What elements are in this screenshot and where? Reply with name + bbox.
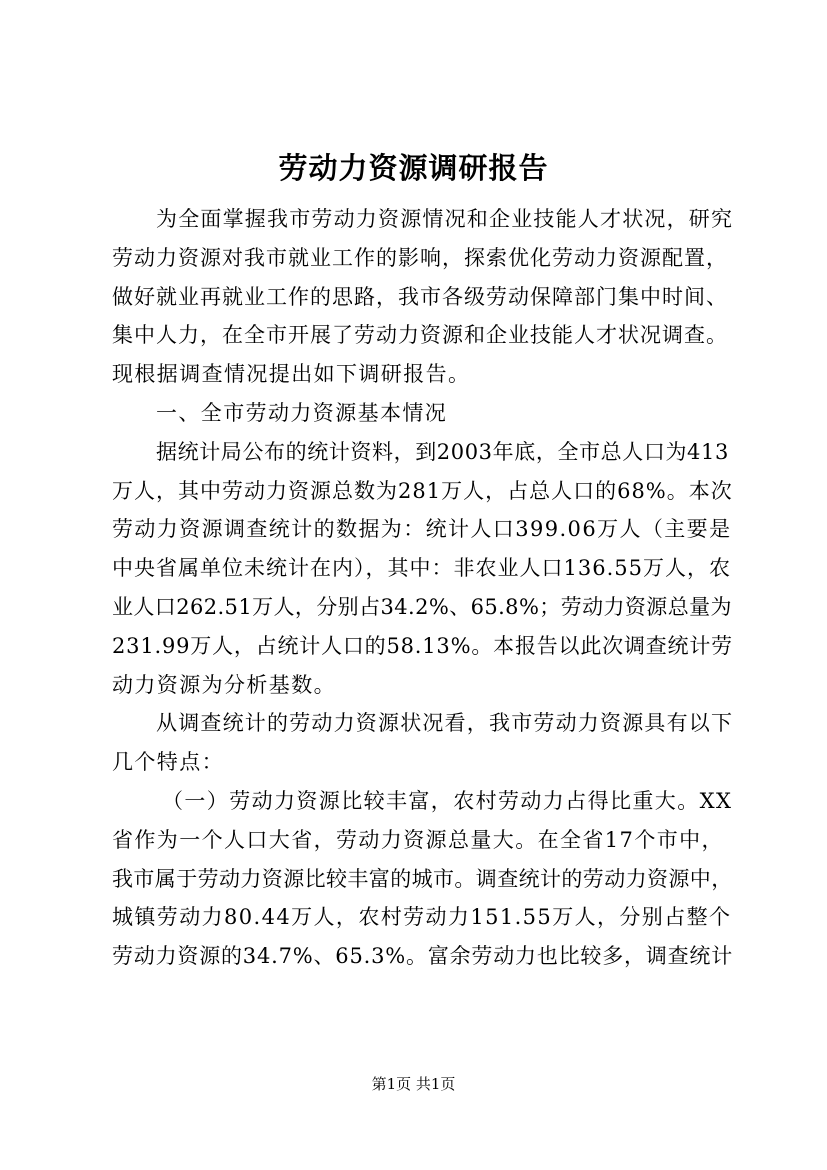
text-line: 城镇劳动力80.44万人，农村劳动力151.55万人，分别占整个 — [112, 905, 732, 930]
text-line: 几个特点： — [112, 750, 224, 775]
subsection-heading: （一）劳动力资源比较丰富，农村劳动力占得比重大。XX — [162, 788, 733, 813]
document-title: 劳动力资源调研报告 — [278, 151, 549, 185]
document-body — [112, 200, 732, 976]
text-line: 业人口262.51万人，分别占34.2%、65.8%；劳动力资源总量为 — [112, 594, 732, 619]
text-line: 省作为一个人口大省，劳动力资源总量大。在全省17个市中， — [112, 827, 724, 852]
text-line: 我市属于劳动力资源比较丰富的城市。调查统计的劳动力资源中， — [112, 866, 733, 891]
text-line: 万人，其中劳动力资源总数为281万人，占总人口的68%。本次 — [112, 478, 733, 503]
text-line: 为全面掌握我市劳动力资源情况和企业技能人才状况，研究 — [156, 207, 734, 231]
text-line: 中央省属单位未统计在内），其中：非农业人口136.55万人，农 — [112, 556, 731, 581]
text-line: 动力资源为分析基数。 — [112, 672, 336, 697]
text-line: 劳动力资源调查统计的数据为：统计人口399.06万人（主要是 — [112, 517, 732, 542]
text-line: 231.99万人，占统计人口的58.13%。本报告以此次调查统计劳 — [112, 633, 733, 658]
text-line: 做好就业再就业工作的思路，我市各级劳动保障部门集中时间、 — [112, 284, 728, 309]
text-line: 集中人力，在全市开展了劳动力资源和企业技能人才状况调查。 — [112, 323, 728, 348]
text-line: 现根据调查情况提出如下调研报告。 — [112, 362, 471, 387]
text-line: 劳动力资源对我市就业工作的影响，探索优化劳动力资源配置， — [112, 245, 728, 270]
page-footer: 第1页 共1页 — [371, 1075, 456, 1093]
section-heading: 一、全市劳动力资源基本情况 — [156, 400, 448, 425]
text-line: 据统计局公布的统计资料，到2003年底，全市总人口为413 — [156, 439, 729, 464]
text-line: 从调查统计的劳动力资源状况看，我市劳动力资源具有以下 — [156, 711, 734, 736]
text-line: 劳动力资源的34.7%、65.3%。富余劳动力也比较多，调查统计 — [112, 944, 734, 969]
